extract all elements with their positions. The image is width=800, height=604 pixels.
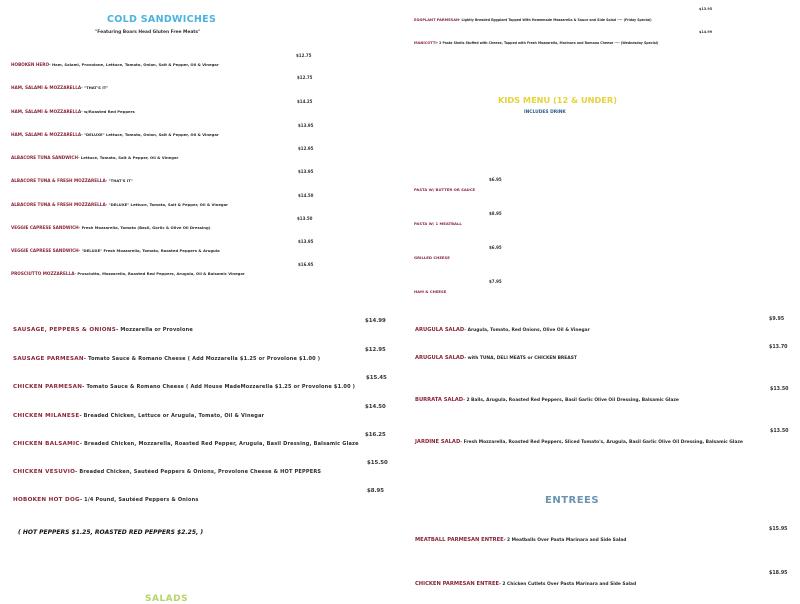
- item-price: $18.95: [769, 571, 788, 576]
- menu-item: ALBACORE TUNA & FRESH MOZZARELLA- "THAT'S IT": [11, 178, 133, 183]
- menu-item: PASTA W/ 1 MEATBALL: [414, 221, 462, 226]
- menu-item: ARUGULA SALAD- Arugula, Tomato, Red Onions, Olive Oil & Vinegar: [415, 327, 590, 333]
- item-price: $14.50: [298, 193, 314, 198]
- item-price: $13.95: [298, 239, 314, 244]
- menu-item: EGGPLANT PARMESAN- Lightly Breaded Eggplant Topped With Homemade Mozzarella & Sauce and Side Salad ---- (Friday Special): [414, 18, 652, 22]
- item-price: $14.50: [365, 404, 386, 410]
- menu-item: HAM & CHEESE: [414, 289, 447, 294]
- menu-item: HAM, SALAMI & MOZZARELLA- "DELUXE" Lettuce, Tomato, Onion, Salt & Pepper, Oil & Vinegar: [11, 132, 219, 137]
- menu-item: BURRATA SALAD- 2 Balls, Arugula, Roasted Red Peppers, Basil Garlic Olive Oil Dressing, Balsamic Glaze: [415, 397, 679, 403]
- item-price: $12.95: [298, 146, 314, 151]
- menu-item: HAM, SALAMI & MOZZARELLA- w/Roasted Red Peppers: [11, 109, 135, 114]
- item-price: $16.95: [298, 262, 314, 267]
- item-price: $13.50: [297, 216, 313, 221]
- menu-item: JARDINE SALAD- Fresh Mozzarella, Roasted Red Peppers, Sliced Tomato's, Arugula, Basil Garlic Olive Oil Dressing, Balsamic Glaze: [415, 439, 743, 445]
- menu-item: HOBOKEN HOT DOG- 1/4 Pound, Sautéed Peppers & Onions: [13, 497, 199, 503]
- menu-item: CHICKEN BALSAMIC- Breaded Chicken, Mozzarella, Roasted Red Pepper, Arugula, Basil Dressing, Balsamic Glaze: [13, 441, 359, 447]
- menu-item: CHICKEN PARMESAN ENTREE- 2 Chicken Cutlets Over Pasta Marinara and Side Salad: [415, 581, 637, 587]
- item-price: $14.99: [699, 30, 713, 34]
- menu-item: ALBACORE TUNA & FRESH MOZZARELLA- "DELUXE" Lettuce, Tomato, Salt & Pepper, Oil & Vinegar: [11, 202, 229, 207]
- entrees-title: ENTREES: [545, 495, 600, 506]
- item-price: $16.25: [365, 432, 386, 438]
- item-price: $9.95: [769, 317, 785, 322]
- menu-item: HAM, SALAMI & MOZZARELLA- "THAT'S IT": [11, 85, 109, 90]
- menu-item: SAUSAGE PARMESAN- Tomato Sauce & Romano Cheese ( Add Mozzarella $1.25 or Provolone $1.00 ): [13, 356, 321, 362]
- add-ons-note: ( HOT PEPPERS $1.25, ROASTED RED PEPPERS $2.25, ): [18, 529, 204, 536]
- item-price: $13.95: [298, 123, 314, 128]
- menu-item: MANICOTTI- 2 Pasta Shells Stuffed with Cheese, Topped with Fresh Mozzarella, Marinara and Romano Cheese ---- (Wednesday Special): [414, 41, 659, 45]
- item-price: $12.75: [297, 75, 313, 80]
- menu-item: HOBOKEN HERO- Ham, Salami, Provolone, Lettuce, Tomato, Onion, Salt & Pepper, Oil & Vinegar: [11, 62, 219, 67]
- item-price: $13.95: [298, 169, 314, 174]
- menu-item: CHICKEN MILANESE- Breaded Chicken, Lettuce or Arugula, Tomato, Oil & Vinegar: [13, 413, 265, 419]
- item-price: $6.95: [489, 177, 502, 182]
- item-price: $13.70: [769, 345, 788, 350]
- menu-item: CHICKEN VESUVIO- Breaded Chicken, Sautéed Peppers & Onions, Provolone Cheese & HOT PEPPERS: [13, 469, 322, 475]
- item-price: $13.50: [770, 429, 789, 434]
- cold-sandwiches-subtitle: "Featuring Boars Head Gluten Free Meats": [95, 30, 201, 35]
- menu-item: ARUGULA SALAD- with TUNA, DELI MEATS or CHICKEN BREAST: [415, 355, 577, 361]
- menu-item: SAUSAGE, PEPPERS & ONIONS- Mozzarella or Provolone: [13, 327, 193, 333]
- menu-item: MEATBALL PARMESAN ENTREE- 2 Meatballs Over Pasta Marinara and Side Salad: [415, 537, 627, 543]
- item-price: $14.99: [365, 318, 386, 324]
- menu-item: CHICKEN PARMESAN- Tomato Sauce & Romano Cheese ( Add House MadeMozzarella $1.25 or Provolone $1.00 ): [13, 384, 356, 390]
- menu-item: PROSCIUTTO MOZZARELLA- Prosciutto, Mozzarella, Roasted Red Peppers, Arugula, Oil & Balsamic Vinegar: [11, 271, 245, 276]
- item-price: $12.95: [365, 347, 386, 353]
- item-price: $15.95: [769, 527, 788, 532]
- item-price: $14.25: [297, 99, 313, 104]
- item-price: $15.50: [367, 460, 388, 466]
- kids-menu-title: KIDS MENU (12 & UNDER): [498, 95, 617, 105]
- cold-sandwiches-title: COLD SANDWICHES: [107, 14, 217, 25]
- menu-item: GRILLED CHEESE: [414, 255, 450, 260]
- item-price: $13.50: [770, 387, 789, 392]
- item-price: $8.95: [489, 211, 502, 216]
- kids-menu-subtitle: INCLUDES DRINK: [524, 110, 566, 115]
- item-price: $12.75: [296, 53, 312, 58]
- item-price: $15.45: [366, 375, 387, 381]
- salads-heading: SALADS: [145, 594, 189, 604]
- menu-item: ALBACORE TUNA SANDWICH- Lettuce, Tomato, Salt & Pepper, Oil & Vinegar: [11, 155, 179, 160]
- item-price: $13.95: [699, 7, 713, 11]
- item-price: $8.95: [367, 488, 385, 494]
- item-price: $7.95: [489, 279, 502, 284]
- menu-item: VEGGIE CAPRESE SANDWICH- "DELUXE" Fresh Mozzarella, Tomato, Roasted Peppers & Arugula: [11, 248, 220, 253]
- menu-item: VEGGIE CAPRESE SANDWICH- Fresh Mozzarella, Tomato (Basil, Garlic & Olive Oil Dressing): [11, 225, 211, 230]
- menu-item: PASTA W/ BUTTER OR SAUCE: [414, 187, 476, 192]
- item-price: $6.95: [489, 245, 502, 250]
